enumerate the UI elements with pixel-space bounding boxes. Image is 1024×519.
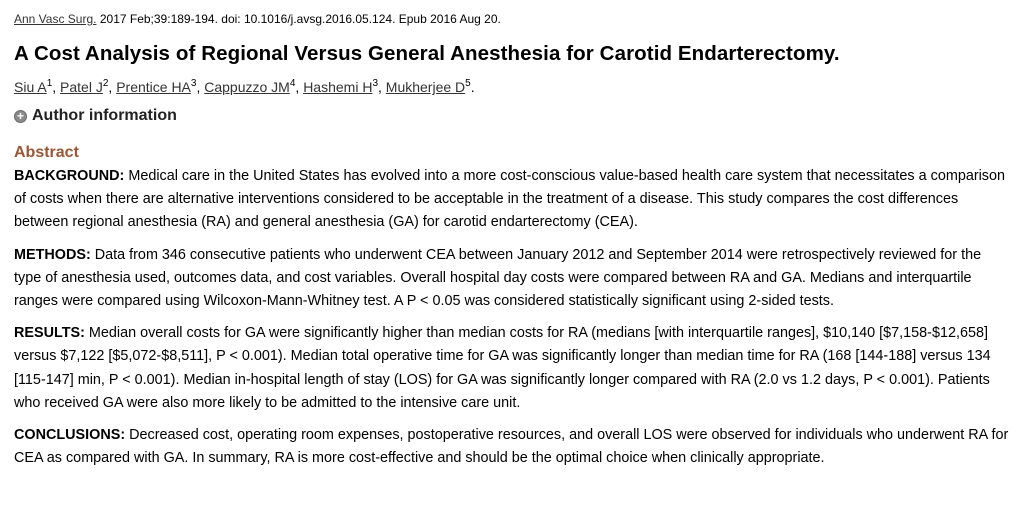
section-label: CONCLUSIONS:	[14, 427, 126, 444]
abstract-section-background	[14, 165, 1010, 235]
author-affiliation: 3	[372, 78, 378, 89]
journal-link[interactable]: Ann Vasc Surg.	[14, 12, 97, 26]
author-information-toggle[interactable]	[14, 107, 177, 125]
section-label: METHODS:	[14, 246, 91, 263]
author-link[interactable]: Patel J	[60, 79, 103, 95]
section-label: RESULTS:	[14, 325, 85, 342]
section-text: Medical care in the United States has evolved into a more cost-conscious value-based health care system that necessitates a comparison of costs when there are alternative interventions considered to be acceptable in the treatment of a disease. This study compares the cost differences between regional anesthesia (RA) and general anesthesia (GA) for carotid endarterectomy (CEA).	[14, 168, 1006, 231]
author-affiliation: 1	[46, 78, 53, 89]
section-text: Data from 346 consecutive patients who underwent CEA between January 2012 and September 2014 were retrospectively reviewed for the type of anesthesia used, outcomes data, and cost variables. Overall hospital day costs were compared between RA and GA. Medians and interquartile ranges were compared using Wilcoxon-Mann-Whitney test. A P < 0.05 was considered statistically significant using 2-sided tests.	[14, 246, 982, 310]
abstract-section-results	[14, 322, 1010, 415]
author-link[interactable]: Cappuzzo JM	[204, 79, 290, 95]
section-label: BACKGROUND:	[14, 168, 125, 184]
author-affiliation: 4	[289, 78, 296, 89]
article-title: A Cost Analysis of Regional Versus General Anesthesia for Carotid Endarterectomy.	[14, 42, 840, 65]
author-affiliation: 2	[102, 78, 109, 89]
author-list: Siu $A^1$, Patel $J^2$, Prentice $HA^3$, Cappuzzo $JM^4$, Hashemi $H^3$, Mukherjee $D^5$.	[14, 78, 475, 95]
citation-details: 2017 Feb;39:189-194. doi: 10.1016/j.avsg.2016.05.124. Epub 2016 Aug 20.	[99, 12, 501, 26]
abstract-section-conclusions	[14, 424, 1010, 470]
abstract-heading: Abstract	[14, 144, 79, 161]
author-link[interactable]: Mukherjee D	[385, 79, 466, 95]
citation-line	[14, 12, 501, 26]
author-link[interactable]: Hashemi H	[303, 79, 373, 95]
author-affiliation: 3	[190, 78, 197, 89]
plus-circle-icon: +	[14, 110, 27, 123]
author-affiliation: 5	[465, 78, 471, 89]
section-text: Decreased cost, operating room expenses, postoperative resources, and overall LOS were observed for individuals who underwent RA for CEA as compared with GA. In summary, RA is more cost-effective and should be the optimal choice when clinically appropriate.	[14, 427, 1009, 467]
section-text: Median overall costs for GA were significantly higher than median costs for RA (medians [with interquartile ranges], $10,140 [$7,158-$12,658] versus $7,122 [$5,072-$8,511], P < 0.001). Median total operative time for GA was significantly longer than median time for RA (168 [144-188] versus 134 [115-147] min, P < 0.001). Median in-hospital length of stay (LOS) for GA was significantly longer compared with RA (2.0 vs 1.2 days, P < 0.001). Patients who received GA were also more likely to be admitted to the intensive care unit.	[14, 325, 991, 411]
author-information-label: Author information	[32, 107, 177, 124]
abstract-body	[14, 165, 1010, 479]
author-link[interactable]: Prentice HA	[116, 79, 191, 95]
author-link[interactable]: Siu A	[14, 79, 47, 95]
abstract-section-methods	[14, 244, 1010, 314]
